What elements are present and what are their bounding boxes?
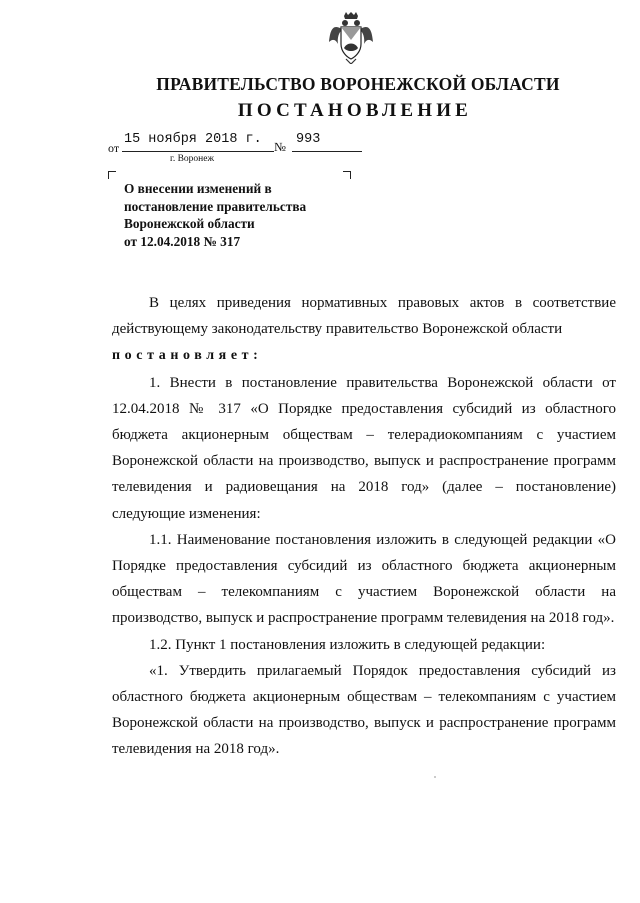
preamble-line-1: В целях приведения нормативных правовых актов в соответствие <box>149 295 616 311</box>
government-title: ПРАВИТЕЛЬСТВО ВОРОНЕЖСКОЙ ОБЛАСТИ <box>156 74 560 94</box>
number-label: № <box>274 140 286 154</box>
decree-date: 15 ноября 2018 г. <box>122 132 274 152</box>
subject-corner-left <box>108 171 116 179</box>
document-type-title: ПОСТАНОВЛЕНИЕ <box>237 100 473 121</box>
subject-line: постановление правительства <box>124 198 307 214</box>
subject-line: от 12.04.2018 № 317 <box>124 233 241 249</box>
preamble-line-2: действующему законодательству правительство Воронежской области <box>112 321 563 338</box>
date-label: от <box>108 141 120 155</box>
decree-number: 993 <box>292 132 362 152</box>
resolves-word: постановляет: <box>112 348 263 364</box>
city-label: г. Воронеж <box>170 154 215 164</box>
paragraph-quoted-item: «1. Утвердить прилагаемый Порядок предоставления субсидий из областного бюджета акционерным обществам – телекомпаниям с участием Воронежской области на производство, выпуск и распространение программ телевидения на 2018 год». <box>112 662 616 758</box>
paragraph-item-1-1: 1.1. Наименование постановления изложить в следующей редакции «О Порядке предоставления субсидий из областного бюджета акционерным обществам – телекомпаниям с участием Воронежской области на производство, выпуск и распространение программ телевидения на 2018 год». <box>112 531 616 627</box>
scan-speck <box>434 776 436 778</box>
paragraph-item-1-2: 1.2. Пункт 1 постановления изложить в следующей редакции: <box>149 636 546 653</box>
decree-subject <box>124 180 306 250</box>
decree-date-number-row <box>108 132 368 156</box>
coat-of-arms-emblem <box>328 12 374 64</box>
paragraph-item-1: 1. Внести в постановление правительства Воронежской области от 12.04.2018 № 317 «О Порядке предоставления субсидий из областного бюджета акционерным обществам – телерадиокомпаниям с участием Воронежской области на производство, выпуск и распространение программ телевидения и радиовещания на 2018 год» (далее – постановление) следующие изменения: <box>112 374 616 522</box>
subject-corner-right <box>343 171 351 179</box>
decree-body <box>112 290 616 763</box>
subject-line: О внесении изменений в <box>124 181 272 196</box>
resolves-paragraph <box>112 342 616 369</box>
subject-line: Воронежской области <box>124 216 255 232</box>
